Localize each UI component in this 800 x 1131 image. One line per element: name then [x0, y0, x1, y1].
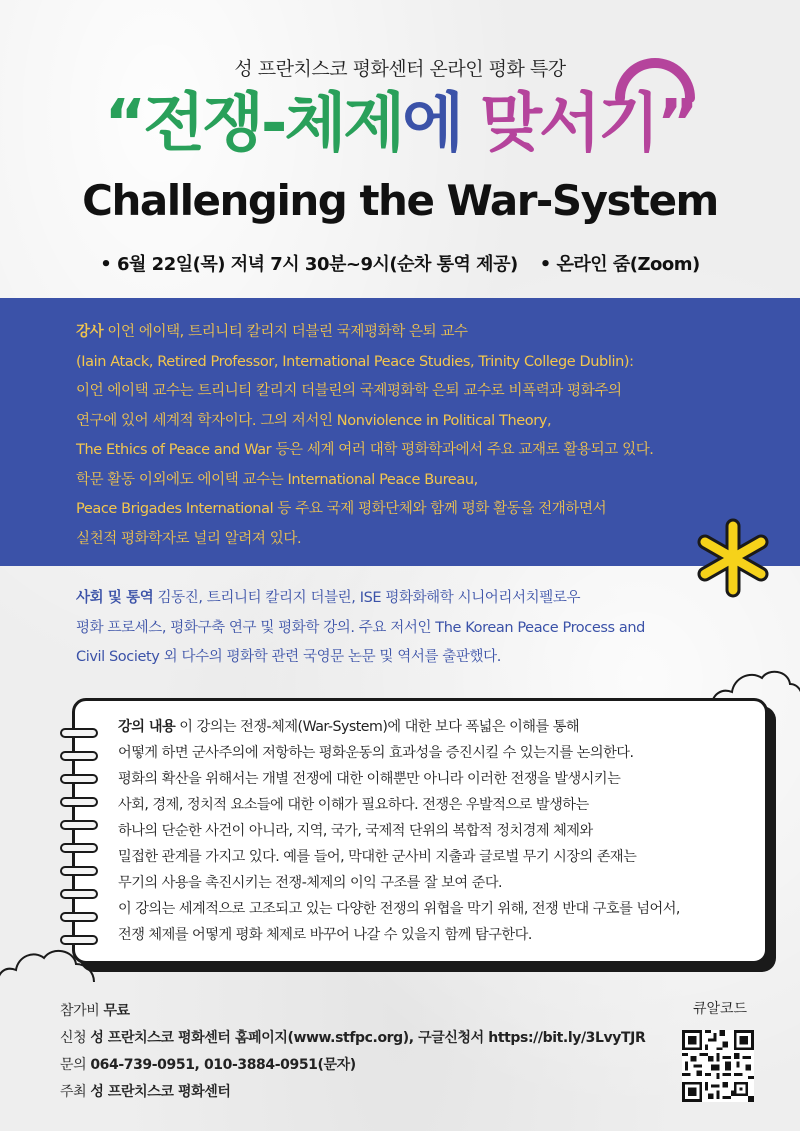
lecturer-label: 강사 [76, 324, 104, 340]
apply-label: 신청 [60, 1030, 91, 1046]
host-line: Civil Society 외 다수의 평화학 관련 국영문 논문 및 역서를 출판했다. [76, 649, 501, 665]
notebook-ring [60, 774, 98, 784]
lecture-line: 어떻게 하면 군사주의에 저항하는 평화운동의 효과성을 증진시킬 수 있는지를 논의한다. [118, 745, 634, 761]
main-title-korean [0, 84, 800, 164]
contact-label: 문의 [60, 1057, 91, 1073]
lecturer-line: 이언 에이택 교수는 트리니티 칼리지 더블린의 국제평화학 은퇴 교수로 비폭력과 평화주의 [76, 383, 622, 399]
title-particle: 에 [402, 87, 481, 161]
lecturer-line: 이언 에이택, 트리니티 칼리지 더블린 국제평화학 은퇴 교수 [103, 324, 468, 340]
notebook-ring [60, 728, 98, 738]
title-challenge: 맞서기 [480, 87, 657, 161]
notebook-ring [60, 751, 98, 761]
qr-code-icon[interactable] [682, 1030, 754, 1102]
event-place: • 온라인 줌(Zoom) [539, 254, 700, 275]
lecturer-line: 학문 활동 이외에도 에이택 교수는 International Peace Bureau, [76, 471, 478, 488]
notebook-ring [60, 820, 98, 830]
lecture-line: 평화의 확산을 위해서는 개별 전쟁에 대한 이해뿐만 아니라 이러한 전쟁을 발생시키는 [118, 771, 621, 787]
organizer-row [60, 1079, 680, 1106]
lecture-line: 사회, 경제, 정치적 요소들에 대한 이해가 필요하다. 전쟁은 우발적으로 발생하는 [118, 797, 589, 813]
main-title-english: Challenging the War-System [82, 176, 718, 225]
lecture-label: 강의 내용 [118, 719, 176, 735]
notebook-ring [60, 935, 98, 945]
host-line: 평화 프로세스, 평화구축 연구 및 평화학 강의. 주요 저서인 The Korean Peace Process and [76, 619, 645, 636]
lecture-line: 밀접한 관계를 가지고 있다. 예를 들어, 막대한 군사비 지출과 글로벌 무기 시장의 존재는 [118, 849, 637, 865]
notebook-ring [60, 912, 98, 922]
contact-row [60, 1052, 680, 1079]
notebook-ring [60, 797, 98, 807]
lecturer-line: 연구에 있어 세계적 학자이다. 그의 저서인 Nonviolence in Political Theory, [76, 412, 552, 429]
host-line: 김동진, 트리니티 칼리지 더블린, ISE 평화화해학 시니어리서치펠로우 [153, 590, 581, 606]
fee-row [60, 998, 680, 1025]
apply-row [60, 1025, 680, 1052]
lecture-line: 이 강의는 세계적으로 고조되고 있는 다양한 전쟁의 위협을 막기 위해, 전쟁 반대 구호를 넘어서, [118, 901, 680, 917]
lecturer-line: Peace Brigades International 등 주요 국제 평화단체와 함께 평화 활동을 전개하면서 [76, 501, 607, 517]
apply-value[interactable]: 성 프란치스코 평화센터 홈페이지(www.stfpc.org), 구글신청서 https://bit.ly/3LvyTJR [90, 1030, 646, 1046]
organizer-value: 성 프란치스코 평화센터 [90, 1084, 231, 1100]
lecturer-line: The Ethics of Peace and War 등은 세계 여러 대학 평화학과에서 주요 교재로 활용되고 있다. [76, 442, 654, 458]
notebook-ring [60, 889, 98, 899]
event-subtitle: 성 프란치스코 평화센터 온라인 평화 특강 [234, 58, 566, 80]
host-section [76, 584, 756, 673]
title-close-quote: ” [656, 87, 696, 161]
footer-info [60, 998, 680, 1106]
lecture-line: 무기의 사용을 촉진시키는 전쟁-체제의 이익 구조를 잘 보여 준다. [118, 875, 503, 891]
lecture-line: 이 강의는 전쟁-체제(War-System)에 대한 보다 폭넓은 이해를 통해 [175, 719, 580, 735]
fee-label: 참가비 [60, 1003, 104, 1019]
contact-value: 064-739-0951, 010-3884-0951(문자) [90, 1057, 356, 1073]
title-war-system: 전쟁-체제 [143, 87, 403, 161]
title-open-quote: “ [104, 87, 144, 161]
lecturer-line: (Iain Atack, Retired Professor, International Peace Studies, Trinity College Dublin): [76, 353, 634, 370]
host-label: 사회 및 통역 [76, 590, 154, 606]
lecturer-line: 실천적 평화학자로 널리 알려져 있다. [76, 530, 302, 547]
notebook-ring [60, 843, 98, 853]
event-info [0, 250, 800, 276]
lecture-line: 하나의 단순한 사건이 아니라, 지역, 국가, 국제적 단위의 복합적 정치경제 체제와 [118, 823, 593, 839]
organizer-label: 주최 [60, 1084, 91, 1100]
fee-value: 무료 [103, 1003, 130, 1019]
lecture-line: 전쟁 체제를 어떻게 평화 체제로 바꾸어 나갈 수 있을지 함께 탐구한다. [118, 927, 532, 943]
lecturer-section [76, 318, 756, 554]
event-date: • 6월 22일(목) 저녁 7시 30분~9시(순차 통역 제공) [100, 254, 518, 275]
notebook-ring [60, 866, 98, 876]
qr-label: 큐알코드 [692, 1001, 748, 1017]
lecture-section [118, 714, 758, 948]
